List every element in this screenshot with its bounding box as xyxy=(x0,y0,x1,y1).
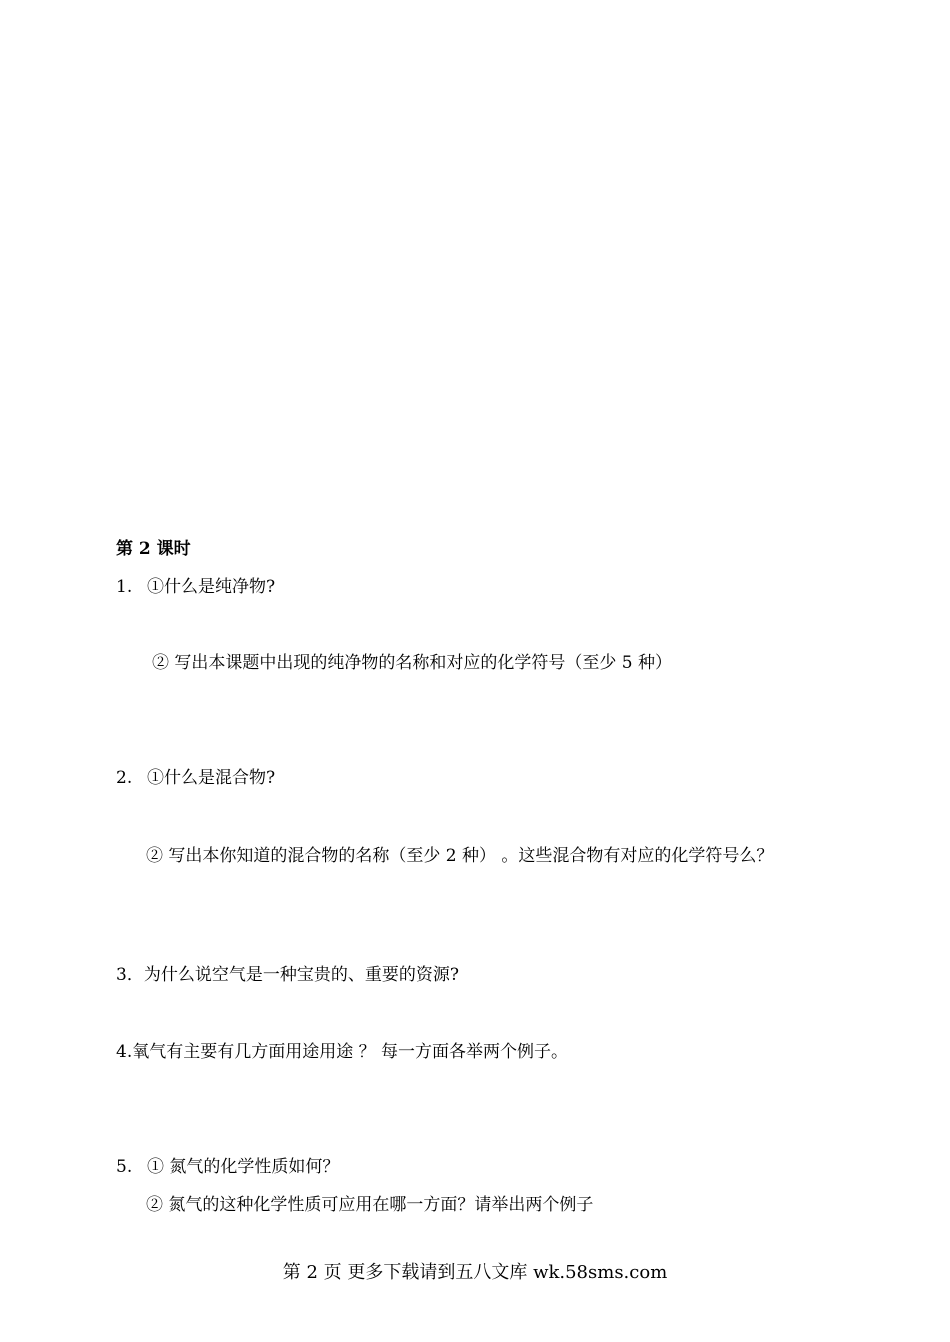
question-4-text: 氧气有主要有几方面用途用途 ？ 每一方面各举两个例子。 xyxy=(132,1042,569,1062)
question-1-part-2: ② 写出本课题中出现的纯净物的名称和对应的化学符号（至少 5 种） xyxy=(152,653,673,673)
question-3-text: 为什么说空气是一种宝贵的、重要的资源? xyxy=(143,965,459,985)
page-footer: 第 2 页 更多下载请到五八文库 wk.58sms.com xyxy=(282,1262,668,1283)
question-2-part-1 xyxy=(116,767,275,789)
question-1-number: 1. xyxy=(116,577,133,597)
question-2-number: 2. xyxy=(116,768,133,788)
question-3-number: 3． xyxy=(116,965,144,985)
question-4-number: 4. xyxy=(116,1042,133,1062)
question-5-part-1 xyxy=(116,1156,339,1178)
question-4 xyxy=(116,1041,568,1063)
question-5-part-2: ② 氮气的这种化学性质可应用在哪一方面？请举出两个例子 xyxy=(146,1195,594,1215)
question-2-part-1-text: ①什么是混合物? xyxy=(147,768,276,788)
question-5-number: 5. xyxy=(116,1157,133,1177)
question-5-part-1-text: ① 氮气的化学性质如何？ xyxy=(147,1157,340,1177)
question-3 xyxy=(116,964,459,986)
question-1-part-1-text: ①什么是纯净物? xyxy=(147,577,276,597)
question-2-part-2: ② 写出本你知道的混合物的名称（至少 2 种） 。这些混合物有对应的化学符号么？ xyxy=(146,846,774,866)
section-heading: 第 2 课时 xyxy=(116,539,191,559)
question-1-part-1 xyxy=(116,576,275,598)
